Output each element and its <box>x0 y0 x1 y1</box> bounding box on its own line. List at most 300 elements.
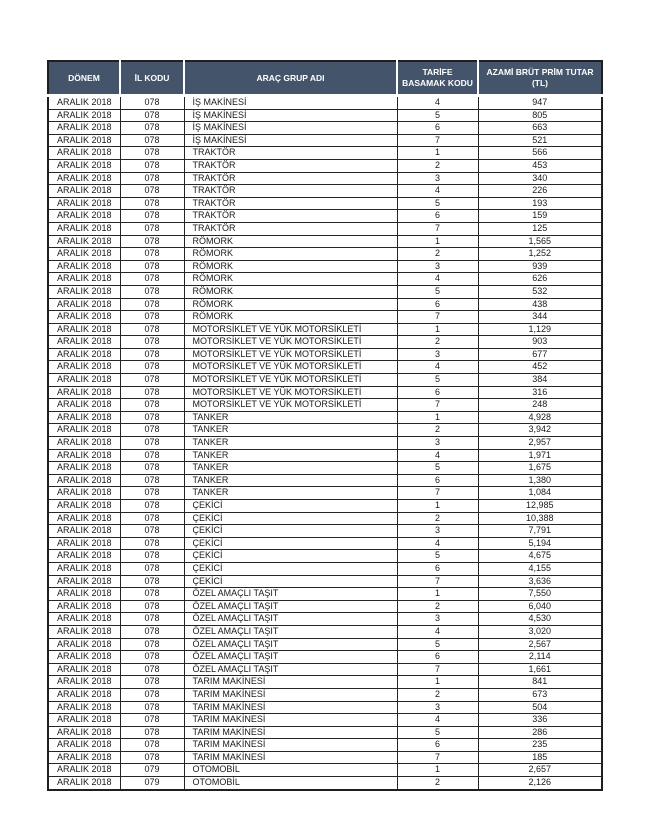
cell-arac-grup-adi: ÇEKİCİ <box>184 537 397 550</box>
cell-il-kodu: 078 <box>120 122 184 135</box>
cell-il-kodu: 078 <box>120 688 184 701</box>
cell-il-kodu: 078 <box>120 638 184 651</box>
cell-tarife-basamak-kodu: 3 <box>397 525 478 538</box>
cell-azami-brut-prim-tutar: 1,661 <box>478 663 602 676</box>
cell-donem: ARALIK 2018 <box>48 411 120 424</box>
table-header <box>48 61 602 96</box>
cell-arac-grup-adi: ÖZEL AMAÇLI TAŞIT <box>184 613 397 626</box>
cell-il-kodu: 078 <box>120 575 184 588</box>
table-row <box>48 525 602 538</box>
cell-arac-grup-adi: ÇEKİCİ <box>184 500 397 513</box>
cell-azami-brut-prim-tutar: 12,985 <box>478 500 602 513</box>
cell-tarife-basamak-kodu: 4 <box>397 537 478 550</box>
table-row <box>48 562 602 575</box>
cell-arac-grup-adi: TRAKTÖR <box>184 197 397 210</box>
cell-azami-brut-prim-tutar: 286 <box>478 726 602 739</box>
cell-arac-grup-adi: TANKER <box>184 449 397 462</box>
cell-tarife-basamak-kodu: 7 <box>397 663 478 676</box>
cell-il-kodu: 078 <box>120 248 184 261</box>
cell-il-kodu: 078 <box>120 298 184 311</box>
cell-arac-grup-adi: ÇEKİCİ <box>184 562 397 575</box>
cell-il-kodu: 078 <box>120 437 184 450</box>
cell-donem: ARALIK 2018 <box>48 500 120 513</box>
cell-arac-grup-adi: TRAKTÖR <box>184 222 397 235</box>
cell-tarife-basamak-kodu: 2 <box>397 336 478 349</box>
cell-donem: ARALIK 2018 <box>48 550 120 563</box>
cell-arac-grup-adi: OTOMOBİL <box>184 777 397 790</box>
cell-tarife-basamak-kodu: 6 <box>397 562 478 575</box>
cell-donem: ARALIK 2018 <box>48 688 120 701</box>
cell-il-kodu: 078 <box>120 449 184 462</box>
table-row <box>48 764 602 777</box>
table-row <box>48 437 602 450</box>
cell-tarife-basamak-kodu: 4 <box>397 361 478 374</box>
cell-azami-brut-prim-tutar: 4,155 <box>478 562 602 575</box>
cell-azami-brut-prim-tutar: 841 <box>478 676 602 689</box>
table-row <box>48 512 602 525</box>
cell-azami-brut-prim-tutar: 677 <box>478 348 602 361</box>
cell-il-kodu: 078 <box>120 751 184 764</box>
table-row <box>48 185 602 198</box>
table-row <box>48 336 602 349</box>
cell-il-kodu: 078 <box>120 500 184 513</box>
table-row <box>48 311 602 324</box>
cell-arac-grup-adi: TARIM MAKİNESİ <box>184 714 397 727</box>
cell-il-kodu: 078 <box>120 462 184 475</box>
cell-arac-grup-adi: ÇEKİCİ <box>184 550 397 563</box>
cell-donem: ARALIK 2018 <box>48 96 120 110</box>
cell-il-kodu: 078 <box>120 474 184 487</box>
cell-donem: ARALIK 2018 <box>48 701 120 714</box>
cell-azami-brut-prim-tutar: 1,252 <box>478 248 602 261</box>
cell-tarife-basamak-kodu: 5 <box>397 197 478 210</box>
table-row <box>48 386 602 399</box>
cell-il-kodu: 078 <box>120 147 184 160</box>
cell-azami-brut-prim-tutar: 903 <box>478 336 602 349</box>
cell-donem: ARALIK 2018 <box>48 122 120 135</box>
cell-arac-grup-adi: MOTORSİKLET VE YÜK MOTORSİKLETİ <box>184 361 397 374</box>
cell-tarife-basamak-kodu: 2 <box>397 512 478 525</box>
table-row <box>48 399 602 412</box>
cell-arac-grup-adi: TRAKTÖR <box>184 172 397 185</box>
table-row <box>48 487 602 500</box>
cell-il-kodu: 078 <box>120 235 184 248</box>
table-row <box>48 739 602 752</box>
cell-tarife-basamak-kodu: 7 <box>397 311 478 324</box>
cell-arac-grup-adi: ÖZEL AMAÇLI TAŞIT <box>184 638 397 651</box>
cell-azami-brut-prim-tutar: 10,388 <box>478 512 602 525</box>
table-row <box>48 500 602 513</box>
cell-azami-brut-prim-tutar: 4,928 <box>478 411 602 424</box>
cell-tarife-basamak-kodu: 5 <box>397 550 478 563</box>
cell-donem: ARALIK 2018 <box>48 777 120 790</box>
cell-arac-grup-adi: RÖMORK <box>184 311 397 324</box>
cell-tarife-basamak-kodu: 6 <box>397 739 478 752</box>
cell-il-kodu: 078 <box>120 273 184 286</box>
cell-il-kodu: 078 <box>120 550 184 563</box>
column-header-tarife-basamak-kodu: TARİFE BASAMAK KODU <box>397 61 478 96</box>
cell-il-kodu: 078 <box>120 172 184 185</box>
cell-azami-brut-prim-tutar: 235 <box>478 739 602 752</box>
cell-il-kodu: 078 <box>120 613 184 626</box>
cell-donem: ARALIK 2018 <box>48 374 120 387</box>
cell-tarife-basamak-kodu: 5 <box>397 285 478 298</box>
cell-donem: ARALIK 2018 <box>48 311 120 324</box>
cell-donem: ARALIK 2018 <box>48 172 120 185</box>
cell-il-kodu: 078 <box>120 311 184 324</box>
cell-donem: ARALIK 2018 <box>48 222 120 235</box>
cell-il-kodu: 078 <box>120 336 184 349</box>
cell-azami-brut-prim-tutar: 226 <box>478 185 602 198</box>
cell-donem: ARALIK 2018 <box>48 714 120 727</box>
cell-donem: ARALIK 2018 <box>48 575 120 588</box>
cell-arac-grup-adi: RÖMORK <box>184 298 397 311</box>
table-row <box>48 726 602 739</box>
table-row <box>48 172 602 185</box>
cell-il-kodu: 079 <box>120 777 184 790</box>
table-row <box>48 285 602 298</box>
cell-donem: ARALIK 2018 <box>48 298 120 311</box>
table-body <box>48 96 602 790</box>
cell-tarife-basamak-kodu: 4 <box>397 185 478 198</box>
cell-arac-grup-adi: MOTORSİKLET VE YÜK MOTORSİKLETİ <box>184 323 397 336</box>
cell-arac-grup-adi: RÖMORK <box>184 273 397 286</box>
table-row <box>48 134 602 147</box>
cell-donem: ARALIK 2018 <box>48 197 120 210</box>
cell-il-kodu: 078 <box>120 562 184 575</box>
cell-tarife-basamak-kodu: 4 <box>397 625 478 638</box>
cell-arac-grup-adi: TARIM MAKİNESİ <box>184 701 397 714</box>
table-row <box>48 348 602 361</box>
table-row <box>48 96 602 110</box>
table-row <box>48 600 602 613</box>
cell-il-kodu: 078 <box>120 651 184 664</box>
cell-arac-grup-adi: ÇEKİCİ <box>184 512 397 525</box>
cell-arac-grup-adi: TANKER <box>184 462 397 475</box>
cell-il-kodu: 078 <box>120 96 184 110</box>
cell-donem: ARALIK 2018 <box>48 361 120 374</box>
cell-donem: ARALIK 2018 <box>48 399 120 412</box>
cell-il-kodu: 078 <box>120 185 184 198</box>
table-row <box>48 537 602 550</box>
cell-donem: ARALIK 2018 <box>48 739 120 752</box>
table-row <box>48 424 602 437</box>
cell-tarife-basamak-kodu: 4 <box>397 273 478 286</box>
cell-donem: ARALIK 2018 <box>48 323 120 336</box>
cell-tarife-basamak-kodu: 7 <box>397 487 478 500</box>
cell-arac-grup-adi: MOTORSİKLET VE YÜK MOTORSİKLETİ <box>184 399 397 412</box>
cell-tarife-basamak-kodu: 1 <box>397 676 478 689</box>
cell-tarife-basamak-kodu: 6 <box>397 386 478 399</box>
cell-il-kodu: 078 <box>120 600 184 613</box>
cell-arac-grup-adi: ÇEKİCİ <box>184 575 397 588</box>
cell-donem: ARALIK 2018 <box>48 437 120 450</box>
cell-donem: ARALIK 2018 <box>48 676 120 689</box>
cell-arac-grup-adi: ÖZEL AMAÇLI TAŞIT <box>184 600 397 613</box>
cell-il-kodu: 078 <box>120 537 184 550</box>
cell-donem: ARALIK 2018 <box>48 109 120 122</box>
cell-il-kodu: 078 <box>120 714 184 727</box>
cell-azami-brut-prim-tutar: 7,791 <box>478 525 602 538</box>
table-row <box>48 222 602 235</box>
cell-il-kodu: 078 <box>120 739 184 752</box>
cell-azami-brut-prim-tutar: 336 <box>478 714 602 727</box>
cell-il-kodu: 078 <box>120 348 184 361</box>
cell-il-kodu: 078 <box>120 159 184 172</box>
cell-azami-brut-prim-tutar: 1,084 <box>478 487 602 500</box>
cell-il-kodu: 078 <box>120 512 184 525</box>
header-row <box>48 61 602 96</box>
cell-arac-grup-adi: ÖZEL AMAÇLI TAŞIT <box>184 663 397 676</box>
table-row <box>48 109 602 122</box>
cell-il-kodu: 078 <box>120 374 184 387</box>
cell-tarife-basamak-kodu: 2 <box>397 424 478 437</box>
cell-donem: ARALIK 2018 <box>48 462 120 475</box>
cell-azami-brut-prim-tutar: 344 <box>478 311 602 324</box>
cell-tarife-basamak-kodu: 1 <box>397 500 478 513</box>
cell-arac-grup-adi: TARIM MAKİNESİ <box>184 726 397 739</box>
cell-il-kodu: 078 <box>120 726 184 739</box>
column-header-azami-brut-prim-tutar: AZAMİ BRÜT PRİM TUTAR (TL) <box>478 61 602 96</box>
cell-azami-brut-prim-tutar: 626 <box>478 273 602 286</box>
cell-arac-grup-adi: TARIM MAKİNESİ <box>184 688 397 701</box>
cell-tarife-basamak-kodu: 6 <box>397 651 478 664</box>
cell-arac-grup-adi: TANKER <box>184 474 397 487</box>
table-row <box>48 374 602 387</box>
cell-donem: ARALIK 2018 <box>48 386 120 399</box>
table-row <box>48 676 602 689</box>
table-row <box>48 449 602 462</box>
cell-donem: ARALIK 2018 <box>48 651 120 664</box>
table-row <box>48 147 602 160</box>
cell-tarife-basamak-kodu: 6 <box>397 210 478 223</box>
table-row <box>48 588 602 601</box>
table-row <box>48 651 602 664</box>
table-row <box>48 701 602 714</box>
column-header-arac-grup-adi: ARAÇ GRUP ADI <box>184 61 397 96</box>
cell-arac-grup-adi: TRAKTÖR <box>184 185 397 198</box>
cell-tarife-basamak-kodu: 7 <box>397 222 478 235</box>
cell-il-kodu: 078 <box>120 411 184 424</box>
cell-il-kodu: 078 <box>120 701 184 714</box>
cell-donem: ARALIK 2018 <box>48 210 120 223</box>
cell-azami-brut-prim-tutar: 6,040 <box>478 600 602 613</box>
cell-arac-grup-adi: İŞ MAKİNESİ <box>184 134 397 147</box>
cell-donem: ARALIK 2018 <box>48 487 120 500</box>
cell-tarife-basamak-kodu: 7 <box>397 399 478 412</box>
cell-arac-grup-adi: RÖMORK <box>184 260 397 273</box>
column-header-il-kodu: İL KODU <box>120 61 184 96</box>
cell-il-kodu: 078 <box>120 625 184 638</box>
cell-tarife-basamak-kodu: 7 <box>397 751 478 764</box>
table-row <box>48 751 602 764</box>
cell-donem: ARALIK 2018 <box>48 134 120 147</box>
cell-arac-grup-adi: TANKER <box>184 437 397 450</box>
cell-arac-grup-adi: TARIM MAKİNESİ <box>184 739 397 752</box>
cell-azami-brut-prim-tutar: 438 <box>478 298 602 311</box>
cell-donem: ARALIK 2018 <box>48 260 120 273</box>
cell-donem: ARALIK 2018 <box>48 348 120 361</box>
cell-arac-grup-adi: ÖZEL AMAÇLI TAŞIT <box>184 588 397 601</box>
cell-azami-brut-prim-tutar: 125 <box>478 222 602 235</box>
cell-azami-brut-prim-tutar: 453 <box>478 159 602 172</box>
table-row <box>48 714 602 727</box>
cell-tarife-basamak-kodu: 6 <box>397 474 478 487</box>
cell-il-kodu: 078 <box>120 588 184 601</box>
cell-donem: ARALIK 2018 <box>48 235 120 248</box>
cell-arac-grup-adi: RÖMORK <box>184 248 397 261</box>
table-row <box>48 248 602 261</box>
table-row <box>48 323 602 336</box>
cell-donem: ARALIK 2018 <box>48 588 120 601</box>
cell-donem: ARALIK 2018 <box>48 764 120 777</box>
cell-donem: ARALIK 2018 <box>48 525 120 538</box>
column-header-donem: DÖNEM <box>48 61 120 96</box>
cell-il-kodu: 078 <box>120 109 184 122</box>
cell-tarife-basamak-kodu: 2 <box>397 688 478 701</box>
cell-azami-brut-prim-tutar: 159 <box>478 210 602 223</box>
cell-donem: ARALIK 2018 <box>48 336 120 349</box>
cell-donem: ARALIK 2018 <box>48 726 120 739</box>
cell-tarife-basamak-kodu: 3 <box>397 348 478 361</box>
cell-donem: ARALIK 2018 <box>48 449 120 462</box>
cell-il-kodu: 078 <box>120 386 184 399</box>
cell-azami-brut-prim-tutar: 193 <box>478 197 602 210</box>
cell-arac-grup-adi: TARIM MAKİNESİ <box>184 751 397 764</box>
cell-donem: ARALIK 2018 <box>48 285 120 298</box>
table-row <box>48 122 602 135</box>
cell-tarife-basamak-kodu: 3 <box>397 701 478 714</box>
cell-il-kodu: 078 <box>120 134 184 147</box>
cell-tarife-basamak-kodu: 6 <box>397 122 478 135</box>
cell-azami-brut-prim-tutar: 2,567 <box>478 638 602 651</box>
table-row <box>48 638 602 651</box>
table-row <box>48 159 602 172</box>
cell-donem: ARALIK 2018 <box>48 248 120 261</box>
cell-tarife-basamak-kodu: 4 <box>397 449 478 462</box>
cell-arac-grup-adi: RÖMORK <box>184 235 397 248</box>
cell-arac-grup-adi: TANKER <box>184 487 397 500</box>
cell-donem: ARALIK 2018 <box>48 512 120 525</box>
cell-tarife-basamak-kodu: 1 <box>397 323 478 336</box>
cell-tarife-basamak-kodu: 3 <box>397 172 478 185</box>
cell-azami-brut-prim-tutar: 4,675 <box>478 550 602 563</box>
table-row <box>48 625 602 638</box>
table-row <box>48 260 602 273</box>
cell-donem: ARALIK 2018 <box>48 424 120 437</box>
cell-il-kodu: 078 <box>120 424 184 437</box>
cell-arac-grup-adi: TANKER <box>184 411 397 424</box>
cell-azami-brut-prim-tutar: 663 <box>478 122 602 135</box>
table-row <box>48 462 602 475</box>
cell-tarife-basamak-kodu: 2 <box>397 777 478 790</box>
cell-il-kodu: 078 <box>120 361 184 374</box>
cell-tarife-basamak-kodu: 2 <box>397 159 478 172</box>
cell-arac-grup-adi: ÖZEL AMAÇLI TAŞIT <box>184 651 397 664</box>
cell-azami-brut-prim-tutar: 7,550 <box>478 588 602 601</box>
cell-azami-brut-prim-tutar: 3,636 <box>478 575 602 588</box>
cell-donem: ARALIK 2018 <box>48 273 120 286</box>
cell-donem: ARALIK 2018 <box>48 613 120 626</box>
cell-azami-brut-prim-tutar: 2,657 <box>478 764 602 777</box>
table-row <box>48 298 602 311</box>
cell-donem: ARALIK 2018 <box>48 147 120 160</box>
cell-donem: ARALIK 2018 <box>48 625 120 638</box>
cell-azami-brut-prim-tutar: 2,126 <box>478 777 602 790</box>
cell-arac-grup-adi: OTOMOBİL <box>184 764 397 777</box>
cell-tarife-basamak-kodu: 3 <box>397 437 478 450</box>
cell-tarife-basamak-kodu: 5 <box>397 462 478 475</box>
cell-tarife-basamak-kodu: 5 <box>397 638 478 651</box>
cell-tarife-basamak-kodu: 7 <box>397 575 478 588</box>
cell-arac-grup-adi: MOTORSİKLET VE YÜK MOTORSİKLETİ <box>184 386 397 399</box>
cell-il-kodu: 078 <box>120 525 184 538</box>
cell-arac-grup-adi: TRAKTÖR <box>184 147 397 160</box>
table-row <box>48 688 602 701</box>
cell-azami-brut-prim-tutar: 805 <box>478 109 602 122</box>
cell-azami-brut-prim-tutar: 947 <box>478 96 602 110</box>
cell-arac-grup-adi: İŞ MAKİNESİ <box>184 122 397 135</box>
cell-azami-brut-prim-tutar: 248 <box>478 399 602 412</box>
table-row <box>48 575 602 588</box>
cell-arac-grup-adi: MOTORSİKLET VE YÜK MOTORSİKLETİ <box>184 374 397 387</box>
cell-azami-brut-prim-tutar: 532 <box>478 285 602 298</box>
cell-tarife-basamak-kodu: 1 <box>397 147 478 160</box>
cell-il-kodu: 078 <box>120 487 184 500</box>
cell-il-kodu: 079 <box>120 764 184 777</box>
cell-il-kodu: 078 <box>120 260 184 273</box>
cell-tarife-basamak-kodu: 4 <box>397 96 478 110</box>
cell-il-kodu: 078 <box>120 663 184 676</box>
cell-azami-brut-prim-tutar: 384 <box>478 374 602 387</box>
cell-tarife-basamak-kodu: 6 <box>397 298 478 311</box>
cell-donem: ARALIK 2018 <box>48 638 120 651</box>
cell-tarife-basamak-kodu: 2 <box>397 600 478 613</box>
cell-azami-brut-prim-tutar: 5,194 <box>478 537 602 550</box>
cell-il-kodu: 078 <box>120 676 184 689</box>
table-row <box>48 474 602 487</box>
cell-tarife-basamak-kodu: 1 <box>397 411 478 424</box>
cell-donem: ARALIK 2018 <box>48 562 120 575</box>
table-row <box>48 197 602 210</box>
cell-arac-grup-adi: ÖZEL AMAÇLI TAŞIT <box>184 625 397 638</box>
cell-arac-grup-adi: TRAKTÖR <box>184 210 397 223</box>
cell-azami-brut-prim-tutar: 3,942 <box>478 424 602 437</box>
cell-tarife-basamak-kodu: 1 <box>397 235 478 248</box>
cell-arac-grup-adi: İŞ MAKİNESİ <box>184 109 397 122</box>
table-row <box>48 273 602 286</box>
cell-tarife-basamak-kodu: 4 <box>397 714 478 727</box>
table-row <box>48 777 602 790</box>
cell-azami-brut-prim-tutar: 521 <box>478 134 602 147</box>
cell-il-kodu: 078 <box>120 285 184 298</box>
cell-azami-brut-prim-tutar: 1,971 <box>478 449 602 462</box>
cell-tarife-basamak-kodu: 3 <box>397 260 478 273</box>
cell-il-kodu: 078 <box>120 197 184 210</box>
cell-arac-grup-adi: MOTORSİKLET VE YÜK MOTORSİKLETİ <box>184 336 397 349</box>
cell-il-kodu: 078 <box>120 210 184 223</box>
cell-azami-brut-prim-tutar: 566 <box>478 147 602 160</box>
cell-arac-grup-adi: ÇEKİCİ <box>184 525 397 538</box>
table-row <box>48 235 602 248</box>
tariff-table <box>47 60 603 791</box>
cell-azami-brut-prim-tutar: 2,957 <box>478 437 602 450</box>
cell-il-kodu: 078 <box>120 222 184 235</box>
cell-donem: ARALIK 2018 <box>48 474 120 487</box>
cell-azami-brut-prim-tutar: 4,530 <box>478 613 602 626</box>
cell-azami-brut-prim-tutar: 3,020 <box>478 625 602 638</box>
cell-arac-grup-adi: TARIM MAKİNESİ <box>184 676 397 689</box>
